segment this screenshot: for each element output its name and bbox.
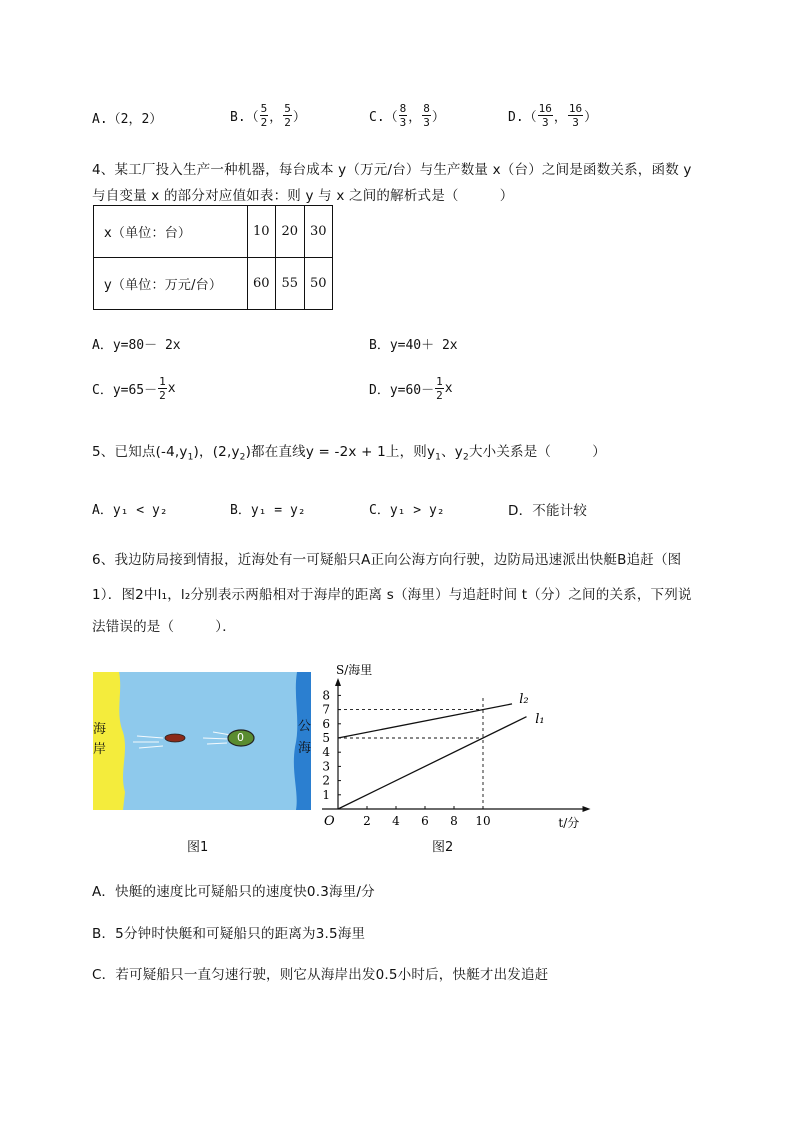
speedboat-label: 0 [237,731,244,744]
comma: ， [408,110,422,125]
origin-label: O [324,814,335,829]
y-tick-label: 3 [322,759,330,774]
q3-option-b-x: $\frac{5}{2}$ [260,102,268,129]
x-tick-label: 8 [450,814,458,828]
shore-label: 海 岸 [93,722,107,757]
comma: ， [553,110,567,125]
table-cell-label: x（单位：台） [94,206,248,258]
q5-option-d: D．不能计较 [508,503,588,519]
q6-stem-line1: 6、我边防局接到情报，近海处有一可疑船只A正向公海方向行驶，边防局迅速派出快艇B追赶（图 [92,552,682,568]
comma: ， [269,110,283,125]
x-axis-label: t/分 [558,816,580,830]
q3-option-a: A.（2，2） [92,112,163,127]
fraction-half: $\frac{1}{2}$ [436,375,443,402]
figure-2-caption: 图2 [432,840,454,855]
q3-option-d-x: $\frac{16}{3}$ [538,102,552,129]
sea-area [93,672,311,810]
q3-option-c-prefix: C.（ [369,110,398,125]
figure-1-caption: 图1 [187,840,209,855]
q3-option-d [508,102,597,129]
fraction-half: $\frac{1}{2}$ [159,375,166,402]
close-paren: ） [431,110,445,125]
q4-option-c-suffix: x [167,381,176,396]
q3-option-d-prefix: D.（ [508,110,537,125]
table-cell: 60 [247,258,275,310]
q3-option-d-y: $\frac{16}{3}$ [568,102,583,129]
q5-stem: 5、已知点$(-4,y_1)$，$(2,y_2)$都在直线y = -2x + 1上，则$y_1$、$y_2$大小关系是（ ） [92,444,606,463]
table-cell: 55 [276,258,304,310]
q4-values-table [93,205,333,310]
q4-option-d [369,375,453,402]
suspicious-boat [165,734,185,742]
figure-2-chart [310,656,600,836]
x-tick-label: 10 [475,814,491,828]
l1-label: l₁ [535,711,545,727]
q5-option-a: A．y₁ < y₂ [92,503,168,518]
close-paren: ） [584,110,598,125]
x-axis-arrow [583,806,591,812]
q4-option-a: A．y=80－ 2x [92,338,181,353]
table-cell: 20 [276,206,304,258]
q4-option-c-prefix: C．y=65－ [92,383,158,398]
x-tick-label: 6 [421,814,429,828]
q4-option-b: B．y=40＋ 2x [369,338,458,353]
q3-option-c-y: $\frac{8}{3}$ [423,102,430,129]
table-row [94,258,333,310]
q6-option-b: B．5分钟时快艇和可疑船只的距离为3.5海里 [92,926,366,942]
q3-option-b [230,102,306,129]
y-tick-label: 7 [322,702,330,717]
close-paren: ） [292,110,306,125]
x-tick-label: 2 [363,814,371,828]
open-sea-label: 公 海 [298,719,312,756]
figure-1-illustration [93,672,311,810]
q4-stem-line1: 4、某工厂投入生产一种机器，每台成本 y（万元/台）与生产数量 x（台）之间是函数关系，函数 y [92,162,692,178]
y-tick-label: 2 [322,773,330,788]
series-line-2 [338,717,527,809]
q4-option-c [92,375,176,402]
q6-stem-line2: 1）．图2中l₁，l₂分别表示两船相对于海岸的距离 s（海里）与追赶时间 t（分）之间的关系，下列说 [92,587,692,603]
y-tick-label: 1 [322,787,330,802]
q5-option-b: B．y₁ = y₂ [230,503,306,518]
q3-option-c-x: $\frac{8}{3}$ [399,102,407,129]
q3-option-b-y: $\frac{5}{2}$ [284,102,291,129]
y-tick-label: 4 [322,745,330,760]
y-tick-label: 8 [322,688,330,703]
q6-option-c: C．若可疑船只一直匀速行驶，则它从海岸出发0.5小时后，快艇才出发追赶 [92,967,549,983]
q4-option-d-suffix: x [444,381,453,396]
y-tick-label: 6 [322,716,330,731]
table-row [94,206,333,258]
q4-option-d-prefix: D．y=60－ [369,383,435,398]
table-cell-label: y（单位：万元/台） [94,258,248,310]
q6-option-a: A．快艇的速度比可疑船只的速度快0.3海里/分 [92,884,375,900]
y-axis-label: S/海里 [336,663,373,678]
y-tick-label: 5 [322,731,330,745]
x-tick-label: 4 [392,814,400,828]
q4-stem-line2: 与自变量 x 的部分对应值如表：则 y 与 x 之间的解析式是（ ） [92,188,514,204]
q3-option-c [369,102,445,129]
l2-label: l₂ [519,692,529,708]
table-cell: 30 [304,206,332,258]
table-cell: 10 [247,206,275,258]
table-cell: 50 [304,258,332,310]
series-line-1 [338,704,512,738]
q6-stem-line3: 法错误的是（ ）． [92,619,236,635]
q3-option-b-prefix: B.（ [230,110,259,125]
y-axis-arrow [335,678,341,686]
q5-option-c: C．y₁ > y₂ [369,503,445,518]
